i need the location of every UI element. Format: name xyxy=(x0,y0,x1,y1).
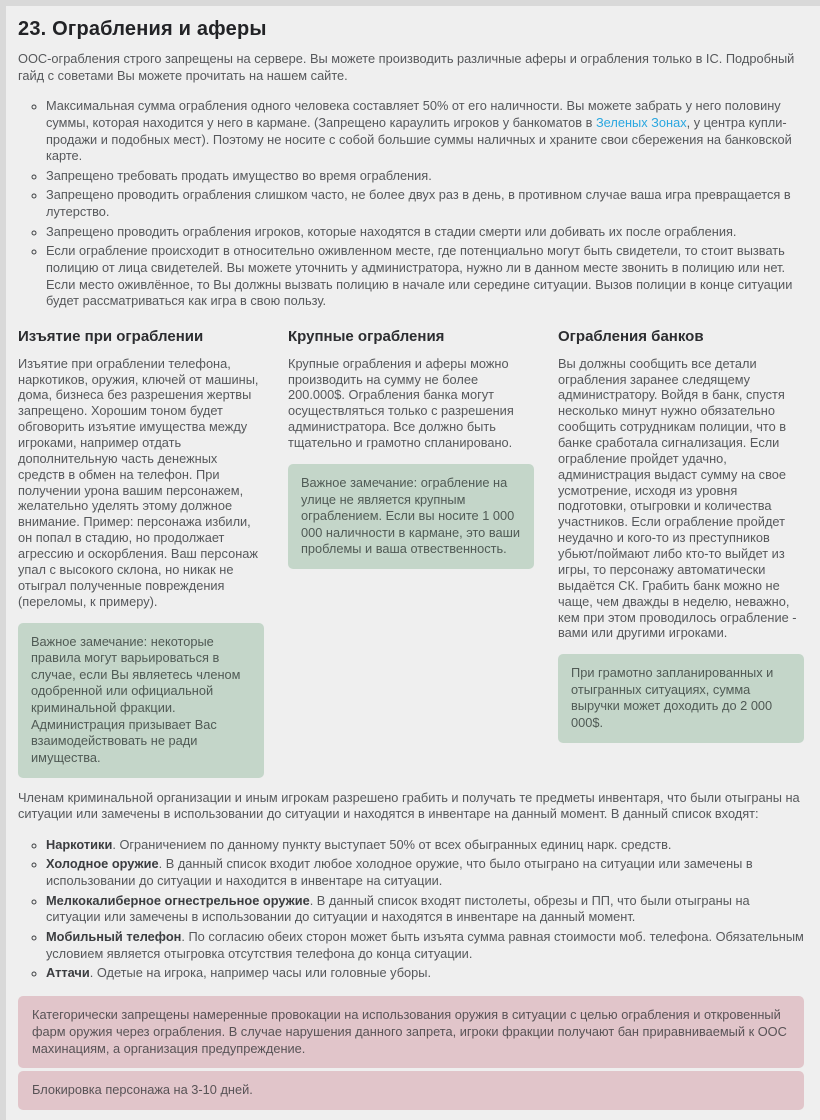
rule-item xyxy=(46,168,804,185)
loot-list xyxy=(18,837,804,982)
loot-text: . В данный список входит любое холодное оружие, что было отыграно на ситуации или замечены в использовании до ситуации и находится в инвентаре на ситуации. xyxy=(46,856,753,888)
loot-item xyxy=(46,837,804,854)
important-note-box: При грамотно запланированных и отыгранных ситуациях, сумма выручки может доходить до 2 000 000$. xyxy=(558,654,804,743)
loot-text: . В данный список входят пистолеты, обрезы и ПП, что были отыграны на ситуации или замечены в использовании до ситуации и находятся в инвентаре на данный момент. xyxy=(46,892,750,925)
column-bank-robberies xyxy=(558,324,804,778)
loot-term: Мобильный телефон xyxy=(46,928,182,944)
rules-page-panel xyxy=(6,6,820,1120)
prohibition-warning-box: Категорически запрещены намеренные провокации на использования оружия в ситуации с целью ограбления и откровенный фарм оружия через ограбления. В случае нарушения данного запрета, игроки фракции получают бан приравниваемый к ООС махинациям, а организация предупреждение. xyxy=(18,996,804,1069)
loot-item xyxy=(46,929,804,962)
rule-item xyxy=(46,187,804,220)
loot-text: . Ограничением по данному пункту выступает 50% от всех обыгранных единиц нарк. средств. xyxy=(112,836,672,852)
important-note-box: Важное замечание: некоторые правила могут варьироваться в случае, если Вы являетесь членом одобренной или официальной криминальной фракции. Администрация призывает Вас взаимодействовать не ради имущества. xyxy=(18,623,264,778)
rule-item xyxy=(46,243,804,310)
rule-text: Если ограбление происходит в относительно оживленном месте, где потенциально могут быть свидетели, то стоит вызвать полицию от лица свидетелей. Вы можете уточнить у администратора, нужно ли в данном месте звонить в полицию или нет. Если место оживлённое, то Вы должны вызвать полицию в начале или середине ситуации. Вызов полиции в конце ситуации будет рассматриваться как игра в свою пользу. xyxy=(46,243,793,309)
green-zones-link[interactable]: Зеленых Зонах xyxy=(595,114,687,130)
rule-columns xyxy=(18,324,804,778)
loot-intro-paragraph: Членам криминальной организации и иным игрокам разрешено грабить и получать те предметы инвентаря, что были отыграны на ситуации или замечены в использовании до ситуации и находятся в инвентаре на данный момент. В данный список входят: xyxy=(18,789,800,822)
intro-paragraph: ООС-ограбления строго запрещены на сервере. Вы можете производить различные аферы и ограбления только в IC. Подробный гайд с советами Вы можете прочитать на нашем сайте. xyxy=(18,51,795,83)
loot-item xyxy=(46,856,804,889)
rule-text-post: , у центра купли-продажи и подобных мест). Поэтому не носите с собой большие суммы наличных и храните свои сбережения на банковской карте. xyxy=(46,114,792,164)
rule-text-pre: Максимальная сумма ограбления одного человека составляет 50% от его наличности. Вы можете забрать у него половину суммы, которая находится у него в кармане. (Запрещено караулить игроков у банкоматов в xyxy=(46,98,781,130)
loot-text: . Одетые на игрока, например часы или головные уборы. xyxy=(89,965,432,981)
rule-text: Запрещено проводить ограбления игроков, которые находятся в стадии смерти или добивать их после ограбления. xyxy=(46,223,737,239)
rule-text: Запрещено проводить ограбления слишком часто, не более двух раз в день, в противном случае ваша игра превращается в лутерство. xyxy=(46,187,791,219)
column-body: Вы должны сообщить все детали ограбления заранее следящему администратору. Войдя в банк, спустя несколько минут нужно обязательно сообщить сотрудникам полиции, что в банке сработала сигнализация. Если ограбление пройдет удачно, администрация выдаст сумму на свое усмотрение, исходя из уровня подготовки, отыгровки и количества участников. Если ограбление пройдет неудачно и кого-то из преступников убьют/поймают либо кто-то выйдет из игры, то персонажу автоматически выдаётся СК. Грабить банк можно не чаще, чем дважды в неделю, неважно, кем при этом проводилось ограбление - вами или другими игроками. xyxy=(558,355,797,641)
important-note-box: Важное замечание: ограбление на улице не является крупным ограблением. Если вы носите 1 000 000 наличности в кармане, это ваши проблемы и ваша отвественность. xyxy=(288,464,534,569)
column-major-robberies xyxy=(288,324,534,778)
rule-item xyxy=(46,98,804,165)
column-heading: Ограбления банков xyxy=(558,327,704,345)
penalty-box: Блокировка персонажа на 3-10 дней. xyxy=(18,1071,804,1110)
column-body: Крупные ограбления и аферы можно производить на сумму не более 200.000$. Ограбления банка могут осуществляться только с разрешения администратора. Все должно быть тщательно и грамотно спланировано. xyxy=(288,355,514,451)
page-title: 23. Ограбления и аферы xyxy=(18,18,267,40)
column-body: Изъятие при ограблении телефона, наркотиков, оружия, ключей от машины, дома, бизнеса без разрешения жертвы запрещено. Хорошим тоном будет обговорить изъятие имущества между игроками, например отдать дополнительную часть денежных средств в обмен на телефон. При получении урона вашим персонажем, желательно уделять этому должное внимание. Пример: персонажа избили, он попал в стадию, но продолжает агрессию и оскорбления. Ваш персонаж упал с высокого склона, но никак не отыграл полученные повреждения (переломы, к примеру). xyxy=(18,355,259,609)
general-rules-list xyxy=(18,98,804,310)
column-heading: Крупные ограбления xyxy=(288,327,445,345)
loot-term: Мелкокалиберное огнестрельное оружие xyxy=(46,892,310,908)
loot-term: Холодное оружие xyxy=(46,856,159,872)
loot-term: Наркотики xyxy=(46,836,113,852)
loot-term: Аттачи xyxy=(46,965,90,981)
loot-item xyxy=(46,965,804,982)
loot-item xyxy=(46,893,804,926)
column-heading: Изъятие при ограблении xyxy=(18,327,204,345)
loot-text: . По согласию обеих сторон может быть изъята сумма равная стоимости моб. телефона. Обязательным условием является отыгровка отсутствия телефона до конца ситуации. xyxy=(46,928,804,961)
rule-text: Запрещено требовать продать имущество во время ограбления. xyxy=(46,167,432,183)
rule-item xyxy=(46,224,804,241)
column-seizure xyxy=(18,324,264,778)
